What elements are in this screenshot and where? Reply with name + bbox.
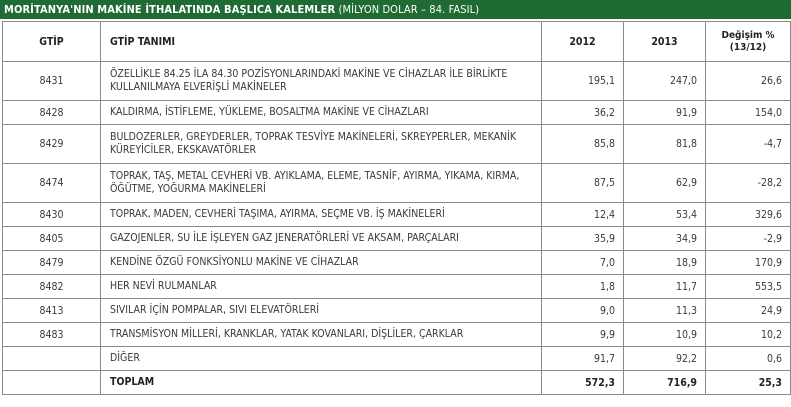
row-code: 8405: [3, 227, 101, 251]
row-value-2012: 1,8: [542, 275, 624, 299]
row-code: 8483: [3, 323, 101, 347]
row-value-2013: 92,2: [624, 347, 706, 371]
row-change: 170,9: [706, 251, 791, 275]
total-row: [3, 371, 791, 395]
row-change: 10,2: [706, 323, 791, 347]
row-name: DİĞER: [101, 347, 542, 371]
row-name: BULDOZERLER, GREYDERLER, TOPRAK TESVİYE MAKİNELERİ, SKREYPERLER, MEKANİK KÜREYİCİLER, EKSKAVATÖRLER: [101, 125, 542, 164]
row-change: 329,6: [706, 203, 791, 227]
row-name: GAZOJENLER, SU İLE İŞLEYEN GAZ JENERATÖRLERİ VE AKSAM, PARÇALARI: [101, 227, 542, 251]
row-name: TOPRAK, TAŞ, METAL CEVHERİ VB. AYIKLAMA, ELEME, TASNİF, AYIRMA, YIKAMA, KIRMA, ÖĞÜTME, YOĞURMA MAKİNELERİ: [101, 164, 542, 203]
row-value-2013: 62,9: [624, 164, 706, 203]
row-name: HER NEVİ RULMANLAR: [101, 275, 542, 299]
row-change: 154,0: [706, 101, 791, 125]
row-code: 8482: [3, 275, 101, 299]
header-change-line2: (13/12): [729, 41, 767, 53]
row-value-2012: 36,2: [542, 101, 624, 125]
import-table: [2, 21, 791, 395]
row-name: KALDIRMA, İSTİFLEME, YÜKLEME, BOSALTMA MAKİNE VE CİHAZLARI: [101, 101, 542, 125]
table-row: [3, 164, 791, 203]
row-change: 553,5: [706, 275, 791, 299]
row-name: TOPRAK, MADEN, CEVHERİ TAŞIMA, AYIRMA, SEÇME VB. İŞ MAKİNELERİ: [101, 203, 542, 227]
row-value-2013: 34,9: [624, 227, 706, 251]
row-value-2012: 9,0: [542, 299, 624, 323]
row-code: 8430: [3, 203, 101, 227]
row-name: TRANSMİSYON MİLLERİ, KRANKLAR, YATAK KOVANLARI, DİŞLİLER, ÇARKLAR: [101, 323, 542, 347]
row-value-2013: 11,7: [624, 275, 706, 299]
header-row: [3, 22, 791, 62]
total-2013: 716,9: [624, 371, 706, 395]
row-value-2012: 9,9: [542, 323, 624, 347]
row-change: -4,7: [706, 125, 791, 164]
table-row: [3, 275, 791, 299]
table-row: [3, 62, 791, 101]
table-row: [3, 203, 791, 227]
table-row: [3, 227, 791, 251]
row-change: -2,9: [706, 227, 791, 251]
row-change: -28,2: [706, 164, 791, 203]
row-name: SIVILAR İÇİN POMPALAR, SIVI ELEVATÖRLERİ: [101, 299, 542, 323]
header-change-line1: Değişim %: [721, 29, 775, 41]
row-value-2013: 10,9: [624, 323, 706, 347]
row-code: [3, 347, 101, 371]
row-code: 8431: [3, 62, 101, 101]
row-value-2012: 87,5: [542, 164, 624, 203]
total-2012: 572,3: [542, 371, 624, 395]
row-value-2012: 85,8: [542, 125, 624, 164]
row-code: 8428: [3, 101, 101, 125]
row-code: 8429: [3, 125, 101, 164]
row-name: ÖZELLİKLE 84.25 İLA 84.30 POZİSYONLARINDAKİ MAKİNE VE CİHAZLAR İLE BİRLİKTE KULLANILMAYA ELVERİŞLİ MAKİNELER: [101, 62, 542, 101]
table-row: [3, 299, 791, 323]
table-row: [3, 101, 791, 125]
row-value-2013: 18,9: [624, 251, 706, 275]
total-change: 25,3: [706, 371, 791, 395]
table-title-bar: [0, 0, 791, 19]
row-change: 24,9: [706, 299, 791, 323]
row-value-2012: 7,0: [542, 251, 624, 275]
header-name: GTİP TANIMI: [101, 22, 542, 62]
header-gtip: GTİP: [3, 22, 101, 62]
table-row: [3, 125, 791, 164]
row-value-2012: 195,1: [542, 62, 624, 101]
header-2013: 2013: [624, 22, 706, 62]
row-value-2012: 35,9: [542, 227, 624, 251]
row-change: 26,6: [706, 62, 791, 101]
header-change: [706, 22, 791, 62]
row-value-2012: 91,7: [542, 347, 624, 371]
table-row: [3, 347, 791, 371]
row-value-2013: 247,0: [624, 62, 706, 101]
table-title: MORİTANYA'NIN MAKİNE İTHALATINDA BAŞLICA KALEMLER: [4, 3, 336, 16]
row-code: 8479: [3, 251, 101, 275]
table-row: [3, 323, 791, 347]
row-value-2013: 11,3: [624, 299, 706, 323]
total-code: [3, 371, 101, 395]
row-value-2013: 91,9: [624, 101, 706, 125]
table-row: [3, 251, 791, 275]
row-code: 8413: [3, 299, 101, 323]
header-2012: 2012: [542, 22, 624, 62]
total-label: TOPLAM: [101, 371, 542, 395]
row-code: 8474: [3, 164, 101, 203]
row-value-2013: 81,8: [624, 125, 706, 164]
row-value-2012: 12,4: [542, 203, 624, 227]
table-subtitle: (MİLYON DOLAR – 84. FASIL): [338, 3, 480, 16]
row-name: KENDİNE ÖZGÜ FONKSİYONLU MAKİNE VE CİHAZLAR: [101, 251, 542, 275]
row-value-2013: 53,4: [624, 203, 706, 227]
row-change: 0,6: [706, 347, 791, 371]
